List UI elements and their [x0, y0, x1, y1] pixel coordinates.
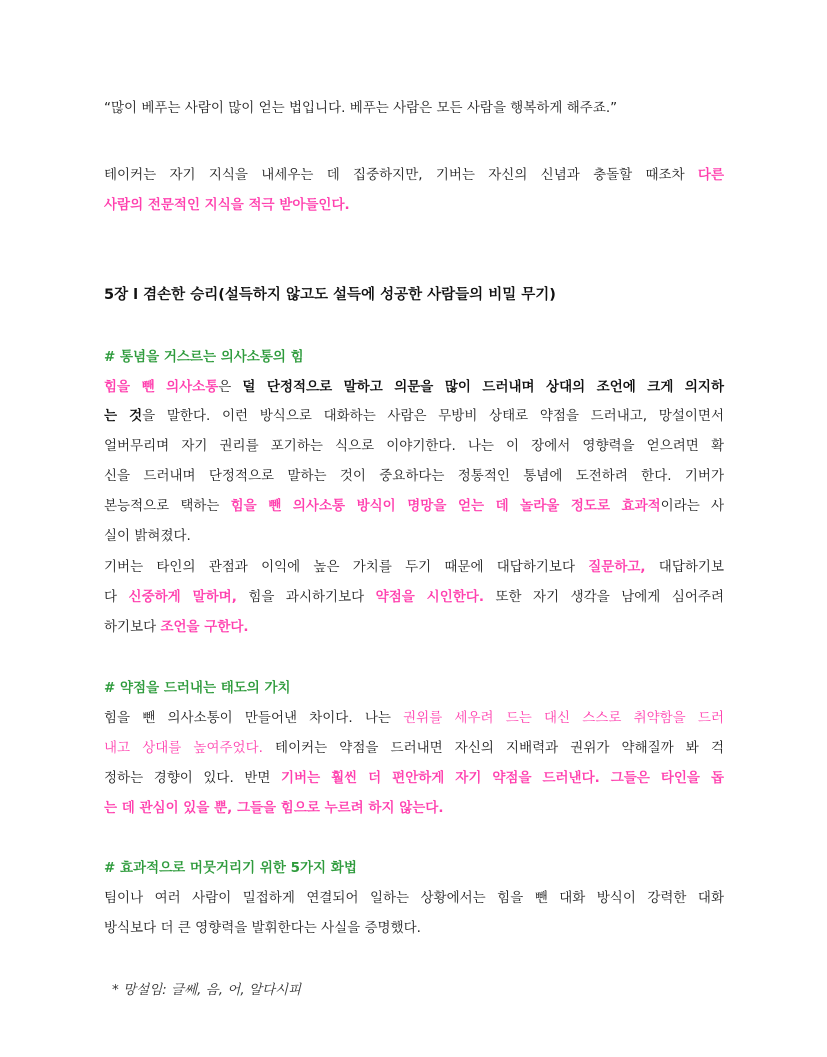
- text-span: 또한 자기 생각을 남에게 심어주려: [483, 589, 725, 605]
- highlight-phrase: 신중하게 말하며,: [128, 589, 237, 605]
- text-span: 힘을 과시하기보다: [236, 589, 376, 605]
- text-span: 이라는 사: [660, 498, 724, 514]
- intro-highlight-cont: 사람의 전문적인 지식을 적극 받아들인다.: [104, 197, 350, 213]
- text-span: 테이커는 약점을 드러내면 자신의 지배력과 권위가 약해질까 봐 걱: [262, 740, 724, 756]
- highlight-phrase: 질문하고,: [588, 559, 646, 575]
- text-span: 기버는 타인의 관점과 이익에 높은 가치를 두기 때문에 대답하기보다: [104, 559, 589, 575]
- section-heading-communication: # 통념을 거스르는 의사소통의 힘: [104, 349, 304, 365]
- intro-line-1: [104, 165, 724, 185]
- chapter-title: 5장 l 겸손한 승리(설득하지 않고도 설득에 성공한 사람들의 비밀 무기): [104, 287, 556, 303]
- intro-highlight: 다른: [697, 167, 724, 183]
- highlight-phrase: 힘을 뺀 의사소통 방식이 명망을 얻는 데 놀라울 정도로 효과적: [230, 498, 661, 514]
- highlight-phrase: 권위를 세우려 드는 대신 스스로 취약함을 드러: [403, 710, 724, 726]
- intro-text: 테이커는 자기 지식을 내세우는 데 집중하지만, 기버는 자신의 신념과 충돌할 때조차: [104, 167, 698, 183]
- bold-phrase: 는 것: [104, 408, 143, 424]
- paragraph-line: [104, 496, 724, 516]
- section-heading-hesitation: # 효과적으로 머뭇거리기 위한 5가지 화법: [104, 860, 357, 876]
- highlight-phrase: 기버는 훨씬 더 편안하게 자기 약점을 드러낸다. 그들은 타인을 돕: [280, 770, 724, 786]
- intro-line-2: [104, 195, 724, 215]
- paragraph-line: [104, 587, 724, 607]
- paragraph-line: [104, 798, 724, 818]
- text-span: 하기보다: [104, 619, 161, 635]
- highlight-phrase: 힘을 뺀 의사소통: [104, 379, 219, 395]
- paragraph-line: 실이 밝혀졌다.: [104, 528, 191, 544]
- section-heading-weakness: # 약점을 드러내는 태도의 가치: [104, 680, 291, 696]
- text-span: 을 말한다. 이런 방식으로 대화하는 사람은 무방비 상태로 약점을 드러내고, 망설이면서: [142, 408, 724, 424]
- highlight-phrase: 약점을 시인한다.: [375, 589, 484, 605]
- footnote: * 망설임: 글쎄, 음, 어, 알다시피: [112, 982, 302, 998]
- paragraph-line: 얼버무리며 자기 권리를 포기하는 식으로 이야기한다. 나는 이 장에서 영향력을 얻으려면 확: [104, 438, 724, 454]
- paragraph-line: [104, 738, 724, 758]
- quote-text: “많이 베푸는 사람이 많이 얻는 법입니다. 베푸는 사람은 모든 사람을 행복하게 해주죠.”: [104, 100, 618, 116]
- paragraph-line: 방식보다 더 큰 영향력을 발휘한다는 사실을 증명했다.: [104, 920, 421, 936]
- highlight-phrase: 조언을 구한다.: [160, 619, 249, 635]
- text-span: 정하는 경향이 있다. 반면: [104, 770, 281, 786]
- paragraph-line: [104, 617, 724, 637]
- text-span: 대답하기보: [645, 559, 724, 575]
- text-span: 본능적으로 택하는: [104, 498, 231, 514]
- highlight-phrase: 내고 상대를 높여주었다.: [104, 740, 263, 756]
- paragraph-line: 팀이나 여러 사람이 밀접하게 연결되어 일하는 상황에서는 힘을 뺀 대화 방식이 강력한 대화: [104, 890, 724, 906]
- text-span: 은: [218, 379, 243, 395]
- paragraph-line: [104, 557, 724, 577]
- paragraph-line: [104, 708, 724, 728]
- paragraph-line: [104, 377, 724, 397]
- bold-phrase: 덜 단정적으로 말하고 의문을 많이 드러내며 상대의 조언에 크게 의지하: [242, 379, 724, 395]
- paragraph-line: [104, 768, 724, 788]
- highlight-phrase: 는 데 관심이 있을 뿐, 그들을 힘으로 누르려 하지 않는다.: [104, 800, 444, 816]
- text-span: 다: [104, 589, 129, 605]
- text-span: 힘을 뺀 의사소통이 만들어낸 차이다. 나는: [104, 710, 404, 726]
- paragraph-line: 신을 드러내며 단정적으로 말하는 것이 중요하다는 정통적인 통념에 도전하려 한다. 기버가: [104, 468, 724, 484]
- paragraph-line: [104, 406, 724, 426]
